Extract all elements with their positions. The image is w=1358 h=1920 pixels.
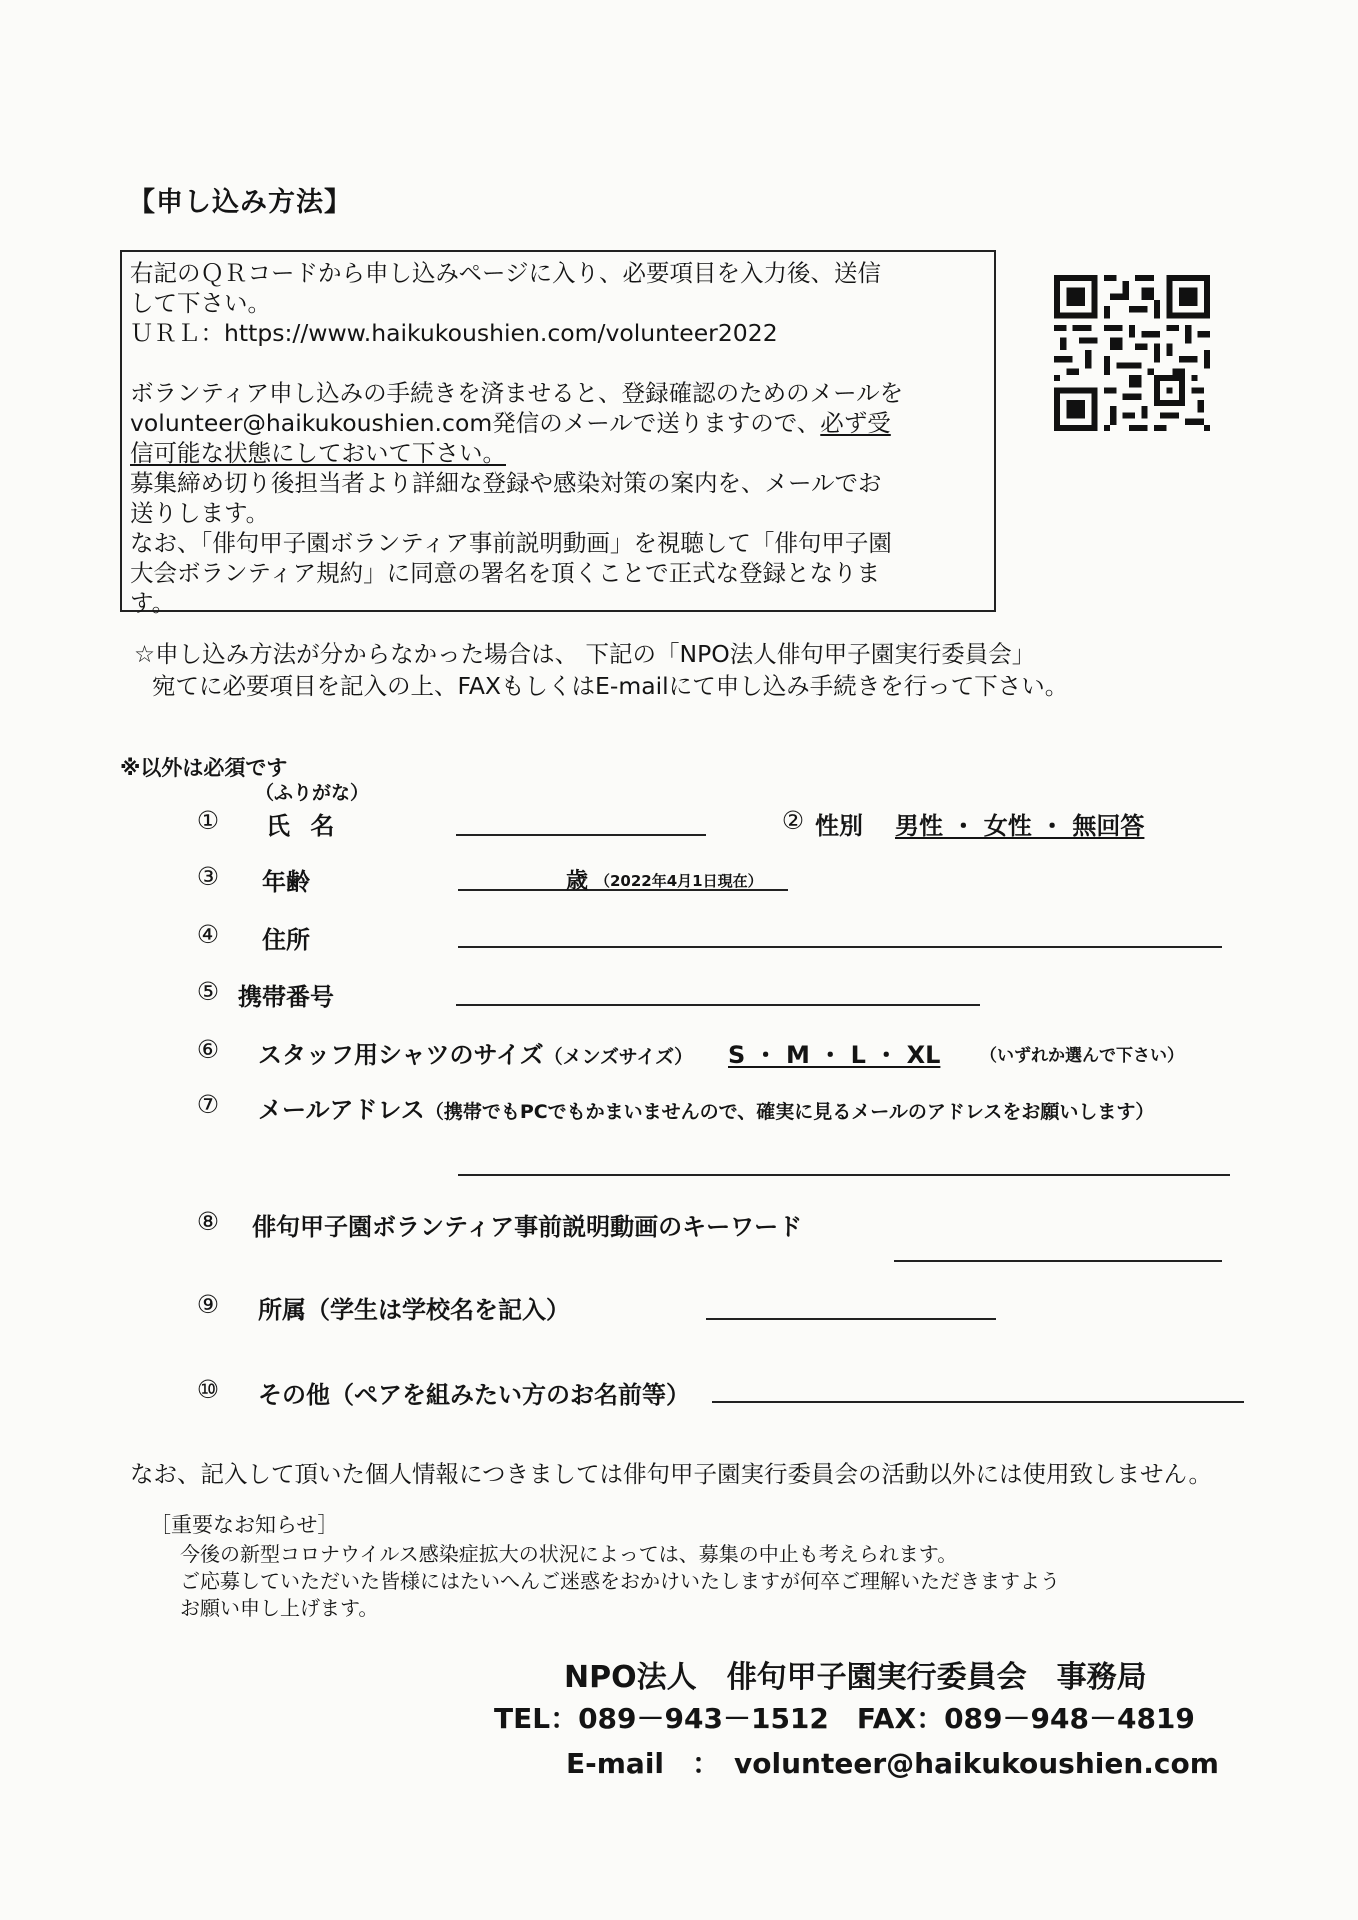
field-number: ⑩ xyxy=(196,1375,220,1404)
other-label: その他（ペアを組みたい方のお名前等） xyxy=(258,1381,690,1409)
shirt-size-sub: （メンズサイズ） xyxy=(543,1046,694,1068)
name-field[interactable] xyxy=(456,834,706,836)
field-number: ② xyxy=(781,806,805,835)
gender-label: 性別 xyxy=(815,812,863,840)
affiliation-label: 所属（学生は学校名を記入） xyxy=(258,1296,570,1324)
field-number: ⑥ xyxy=(196,1035,220,1064)
keyword-label: 俳句甲子園ボランティア事前説明動画のキーワード xyxy=(252,1213,803,1241)
qr-code-icon[interactable] xyxy=(1054,275,1210,431)
note-line: ☆申し込み方法が分からなかった場合は、 下記の「NPO法人俳句甲子園実行委員会」 xyxy=(134,640,1036,668)
email-label xyxy=(258,1090,1154,1125)
field-number: ⑨ xyxy=(196,1290,220,1319)
field-number: ③ xyxy=(196,862,220,891)
name-label: 氏 名 xyxy=(266,812,341,840)
email-sub: （携帯でもPCでもかまいませんので、確実に見るメールのアドレスをお願いします） xyxy=(424,1101,1155,1123)
phone-field[interactable] xyxy=(456,1004,980,1006)
instruction-line: なお、「俳句甲子園ボランティア事前説明動画」を視聴して「俳句甲子園 xyxy=(130,529,892,557)
shirt-size-text: スタッフ用シャツのサイズ xyxy=(258,1041,544,1069)
keyword-field[interactable] xyxy=(894,1260,1222,1262)
shirt-size-label xyxy=(258,1035,693,1070)
url-line[interactable]: ＵＲＬ：https://www.haikukoushien.com/volunteer2022 xyxy=(130,319,778,347)
email-text: volunteer@haikukoushien.com発信のメールで送りますので、 xyxy=(130,409,821,437)
instruction-line: して下さい。 xyxy=(130,289,271,317)
instruction-line: 募集締め切り後担当者より詳細な登録や感染対策の案内を、メールでお xyxy=(130,469,882,497)
other-field[interactable] xyxy=(712,1401,1244,1403)
field-number: ④ xyxy=(196,920,220,949)
instruction-line: 右記のＱＲコードから申し込みページに入り、必要項目を入力後、送信 xyxy=(130,259,882,287)
instruction-box xyxy=(120,250,996,617)
emphasis-text: 必ず受 xyxy=(820,409,891,437)
note-line: 宛てに必要項目を記入の上、FAXもしくはE-mailにて申し込み手続きを行って下さい。 xyxy=(152,672,1069,700)
privacy-note: なお、記入して頂いた個人情報につきましては俳句甲子園実行委員会の活動以外には使用致しません。 xyxy=(130,1460,1212,1488)
address-field[interactable] xyxy=(458,946,1222,948)
address-label: 住所 xyxy=(262,926,310,954)
emphasis-line: 信可能な状態にしておいて下さい。 xyxy=(130,439,506,467)
instruction-line: 大会ボランティア規約」に同意の署名を頂くことで正式な登録となりま xyxy=(130,559,881,587)
field-number: ① xyxy=(196,806,220,835)
notice-line: 今後の新型コロナウイルス感染症拡大の状況によっては、募集の中止も考えられます。 xyxy=(180,1542,958,1566)
notice-line: お願い申し上げます。 xyxy=(180,1596,379,1620)
notice-title: ［重要なお知らせ］ xyxy=(150,1513,339,1537)
age-date-note: （2022年4月1日現在） xyxy=(595,872,763,890)
gender-options[interactable]: 男性 ・ 女性 ・ 無回答 xyxy=(895,812,1145,840)
email-field[interactable] xyxy=(458,1174,1230,1176)
instruction-line: ボランティア申し込みの手続きを済ませると、登録確認のためのメールを xyxy=(130,379,904,407)
email-label-text: メールアドレス xyxy=(258,1096,425,1124)
required-note: ※以外は必須です xyxy=(120,756,288,780)
instruction-line: 送りします。 xyxy=(130,499,270,527)
section-heading: 【申し込み方法】 xyxy=(128,187,352,218)
alternative-method-note xyxy=(134,638,1068,702)
field-number: ⑤ xyxy=(196,977,220,1006)
age-label: 年齢 xyxy=(262,868,310,896)
shirt-size-hint: （いずれか選んで下さい） xyxy=(980,1046,1184,1066)
furigana-label: （ふりがな） xyxy=(255,782,370,804)
field-number: ⑦ xyxy=(196,1090,220,1119)
org-phone-fax: TEL：089－943－1512 FAX：089－948－4819 xyxy=(494,1702,1195,1735)
field-number: ⑧ xyxy=(196,1207,220,1236)
phone-label: 携帯番号 xyxy=(238,983,334,1011)
org-email[interactable]: E-mail ： volunteer@haikukoushien.com xyxy=(566,1747,1219,1780)
instruction-line: す。 xyxy=(130,589,176,617)
instruction-line xyxy=(130,408,986,438)
affiliation-field[interactable] xyxy=(706,1318,996,1320)
org-name: NPO法人 俳句甲子園実行委員会 事務局 xyxy=(564,1660,1147,1695)
notice-line: ご応募していただいた皆様にはたいへんご迷惑をおかけいたしますが何卒ご理解いただきますよう xyxy=(180,1569,1060,1593)
shirt-size-options[interactable]: S ・ M ・ L ・ XL xyxy=(728,1041,941,1069)
age-unit: 歳 xyxy=(566,869,589,894)
important-notice xyxy=(150,1512,1060,1622)
